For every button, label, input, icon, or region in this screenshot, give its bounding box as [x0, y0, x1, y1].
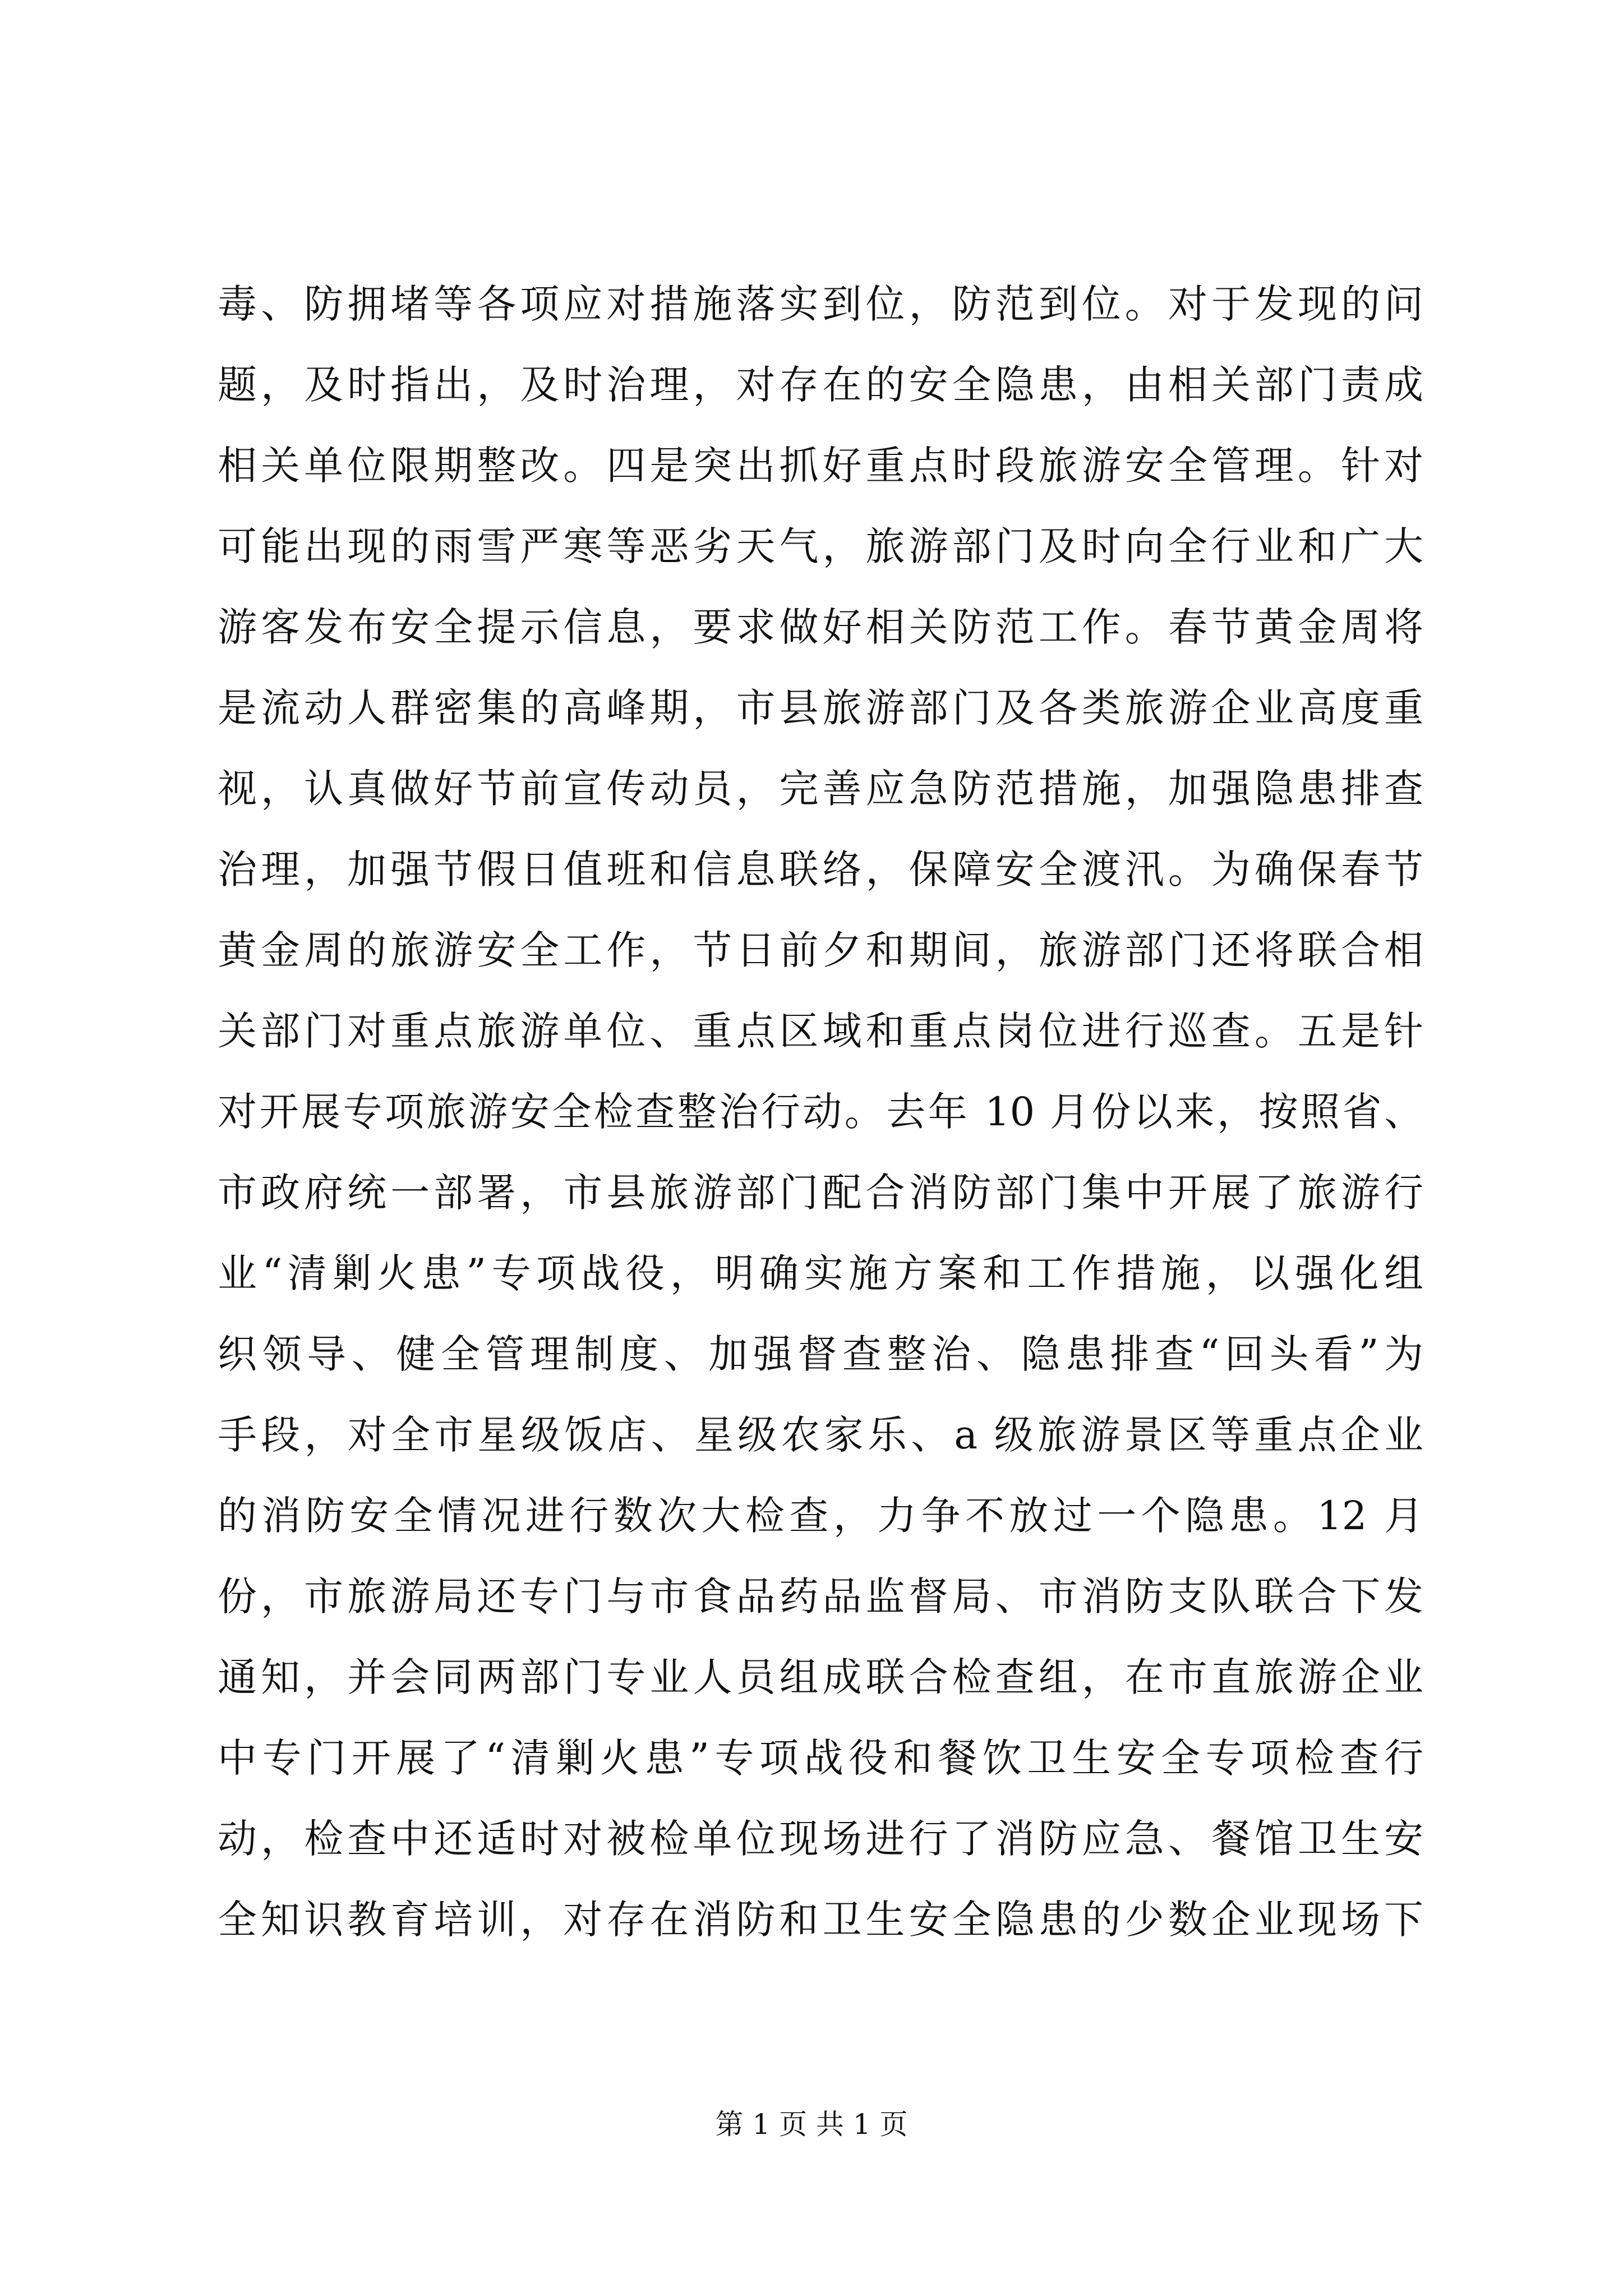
text-line: 的消防安全情况进行数次大检查，力争不放过一个隐患。12 月: [218, 1493, 1423, 1539]
text-line: 黄金周的旅游安全工作，节日前夕和期间，旅游部门还将联合相: [218, 927, 1423, 973]
text-line: 业“清剿火患”专项战役，明确实施方案和工作措施，以强化组: [218, 1250, 1423, 1296]
text-line: 题，及时指出，及时治理，对存在的安全隐患，由相关部门责成: [218, 362, 1423, 408]
text-line: 动，检查中还适时对被检单位现场进行了消防应急、餐馆卫生安: [218, 1816, 1423, 1862]
text-line: 视，认真做好节前宣传动员，完善应急防范措施，加强隐患排查: [218, 766, 1423, 812]
text-line: 中专门开展了“清剿火患”专项战役和餐饮卫生安全专项检查行: [218, 1735, 1423, 1781]
text-line: 是流动人群密集的高峰期，市县旅游部门及各类旅游企业高度重: [218, 685, 1423, 731]
text-line: 关部门对重点旅游单位、重点区域和重点岗位进行巡查。五是针: [218, 1008, 1423, 1054]
text-line: 份，市旅游局还专门与市食品药品监督局、市消防支队联合下发: [218, 1573, 1423, 1619]
text-line: 市政府统一部署，市县旅游部门配合消防部门集中开展了旅游行: [218, 1170, 1423, 1216]
body-paragraph: [218, 264, 1423, 1960]
text-line: 织领导、健全管理制度、加强督查整治、隐患排查“回头看”为: [218, 1331, 1423, 1377]
text-line: 全知识教育培训，对存在消防和卫生安全隐患的少数企业现场下: [218, 1897, 1423, 1943]
text-line: 通知，并会同两部门专业人员组成联合检查组，在市直旅游企业: [218, 1654, 1423, 1700]
text-line: 相关单位限期整改。四是突出抓好重点时段旅游安全管理。针对: [218, 443, 1423, 489]
text-line: 手段，对全市星级饭店、星级农家乐、a 级旅游景区等重点企业: [218, 1412, 1423, 1458]
text-line: 对开展专项旅游安全检查整治行动。去年 10 月份以来，按照省、: [218, 1089, 1423, 1135]
text-line: 毒、防拥堵等各项应对措施落实到位，防范到位。对于发现的问: [218, 281, 1423, 327]
page-number-footer: 第 1 页 共 1 页: [715, 2108, 908, 2141]
text-line: 治理，加强节假日值班和信息联络，保障安全渡汛。为确保春节: [218, 846, 1423, 892]
text-line: 可能出现的雨雪严寒等恶劣天气，旅游部门及时向全行业和广大: [218, 523, 1423, 569]
text-line: 游客发布安全提示信息，要求做好相关防范工作。春节黄金周将: [218, 604, 1423, 650]
